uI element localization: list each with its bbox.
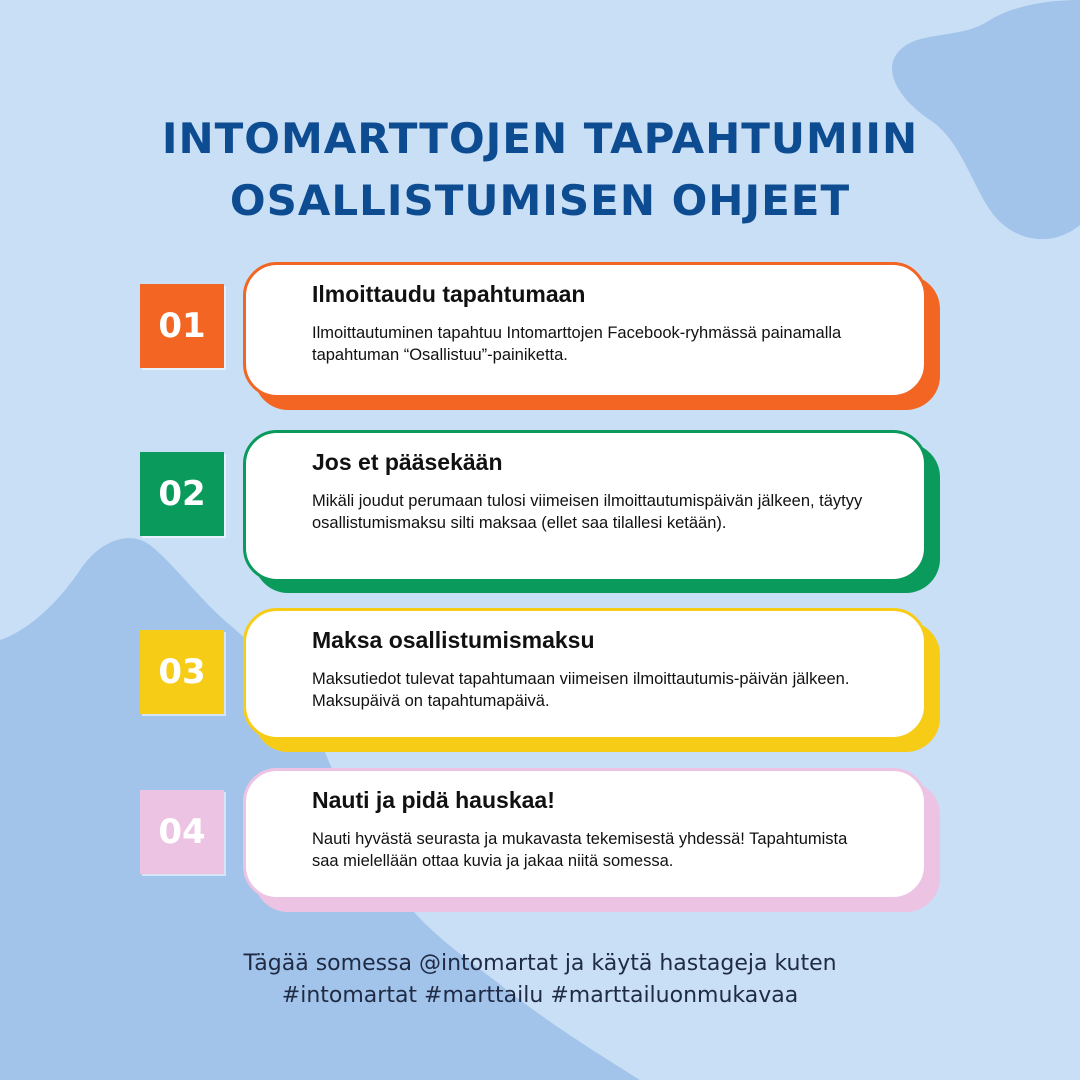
step-description: Maksutiedot tulevat tapahtumaan viimeisen ilmoittautumis-päivän jälkeen. Maksupäivä on tapahtumapäivä.	[312, 670, 850, 710]
step-description: Ilmoittautuminen tapahtuu Intomarttojen Facebook-ryhmässä painamalla tapahtuman “Osallistuu”-painiketta.	[312, 324, 842, 364]
page-title	[0, 108, 1080, 232]
step-card	[243, 430, 927, 582]
footer-note	[0, 948, 1080, 1012]
step-card	[243, 768, 927, 900]
step-card	[243, 608, 927, 740]
step-heading: Nauti ja pidä hauskaa!	[312, 787, 555, 813]
step-number-badge: 02	[140, 452, 224, 536]
step-description: Mikäli joudut perumaan tulosi viimeisen ilmoittautumispäivän jälkeen, täytyy osallistumismaksu silti maksaa (ellet saa tilallesi ketään).	[312, 492, 863, 532]
step-number-badge: 03	[140, 630, 224, 714]
step-heading: Maksa osallistumismaksu	[312, 627, 595, 653]
step-heading: Ilmoittaudu tapahtumaan	[312, 281, 586, 307]
step-description: Nauti hyvästä seurasta ja mukavasta tekemisestä yhdessä! Tapahtumista saa mielellään ottaa kuvia ja jakaa niitä somessa.	[312, 830, 848, 870]
footer-line-2: #intomartat #marttailu #marttailuonmukavaa	[281, 983, 799, 1008]
step-number-badge: 04	[140, 790, 224, 874]
step-number-badge: 01	[140, 284, 224, 368]
step-card	[243, 262, 927, 398]
title-line-1: INTOMARTTOJEN TAPAHTUMIIN	[161, 114, 919, 163]
title-line-2: OSALLISTUMISEN OHJEET	[229, 176, 851, 225]
step-heading: Jos et pääsekään	[312, 449, 503, 475]
footer-line-1: Tägää somessa @intomartat ja käytä hastageja kuten	[243, 951, 837, 976]
